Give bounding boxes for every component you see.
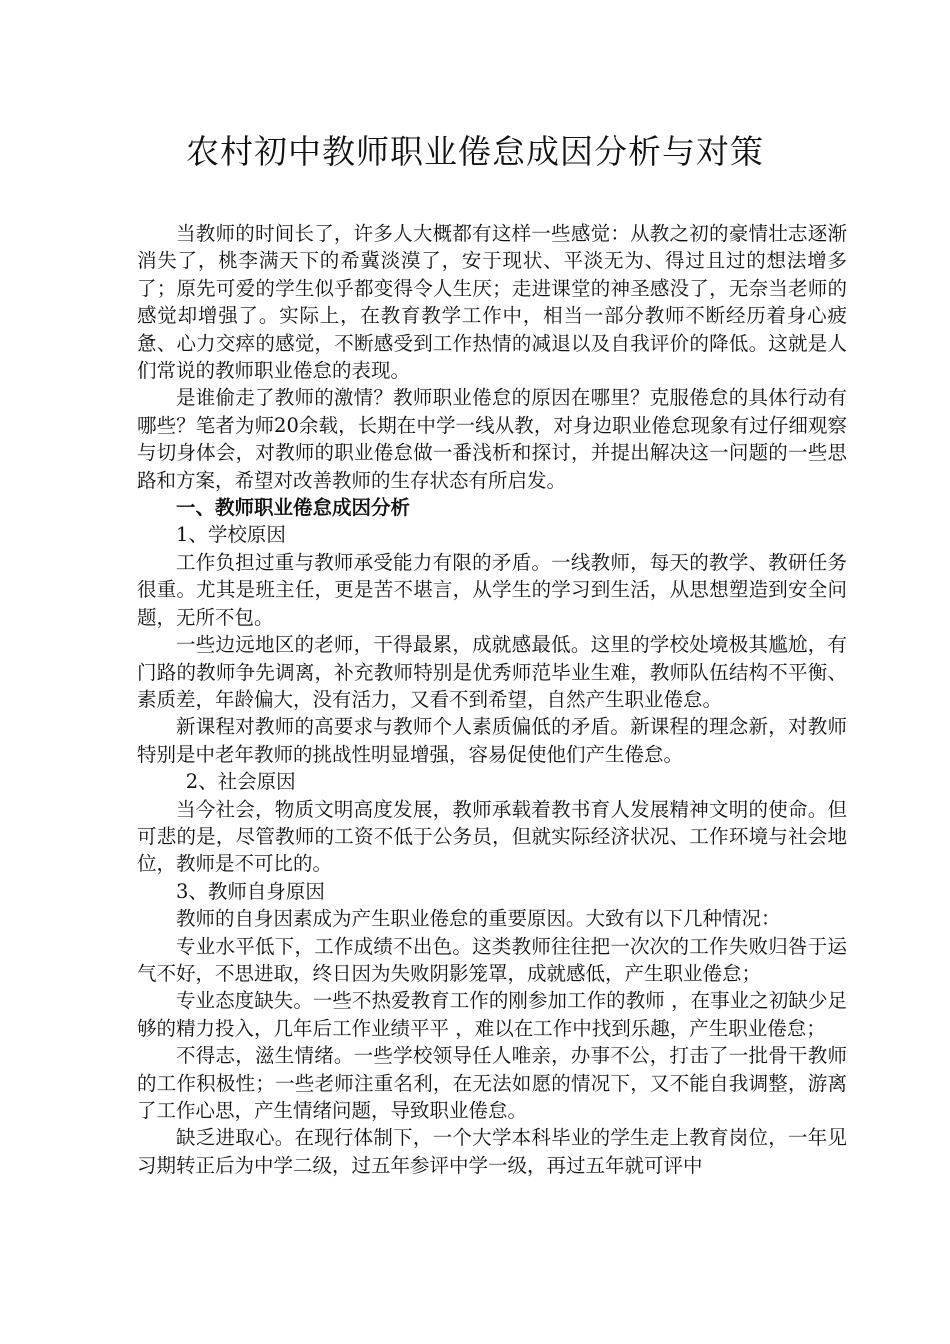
self-paragraph-3: 专业态度缺失。一些不热爱教育工作的刚参加工作的教师 ，在事业之初缺少足够的精力投入，几年后工作业绩平平 ，难以在工作中找到乐趣，产生职业倦怠； [137,989,847,1040]
document-body [137,220,847,1179]
section-heading: 一、教师职业倦怠成因分析 [176,496,411,520]
subsection-heading-school: 1、学校原因 [176,523,286,547]
school-paragraph-2: 一些边远地区的老师，干得最累，成就感最低。这里的学校处境极其尴尬，有门路的教师争先调离，补充教师特别是优秀师范毕业生难，教师队伍结构不平衡、素质差，年龄偏大，没有活力，又看不到希望，自然产生职业倦怠。 [137,633,847,711]
self-paragraph-4: 不得志，滋生情绪。一些学校领导任人唯亲，办事不公，打击了一批骨干教师的工作积极性；一些老师注重名利，在无法如愿的情况下，又不能自我调整，游离了工作心思，产生情绪问题，导致职业倦怠。 [137,1044,847,1122]
intro-paragraph-1: 当教师的时间长了，许多人大概都有这样一些感觉：从教之初的豪情壮志逐渐消失了，桃李满天下的希冀淡漠了，安于现状、平淡无为、得过且过的想法增多了；原先可爱的学生似乎都变得令人生厌；走进课堂的神圣感没了，无奈当老师的感觉却增强了。实际上，在教育教学工作中，相当一部分教师不断经历着身心疲惫、心力交瘁的感觉，不断感受到工作热情的减退以及自我评价的降低。这就是人们常说的教师职业倦怠的表现。 [137,222,847,383]
document-title: 农村初中教师职业倦怠成因分析与对策 [186,132,764,171]
school-paragraph-3: 新课程对教师的高要求与教师个人素质偏低的矛盾。新课程的理念新，对教师特别是中老年教师的挑战性明显增强，容易促使他们产生倦怠。 [137,715,847,766]
subsection-heading-society: 2、社会原因 [185,770,296,794]
self-paragraph-2: 专业水平低下，工作成绩不出色。这类教师往往把一次次的工作失败归咎于运气不好，不思进取，终日因为失败阴影笼罩，成就感低，产生职业倦怠； [137,934,847,985]
intro-paragraph-2: 是谁偷走了教师的激情？教师职业倦怠的原因在哪里？克服倦怠的具体行动有哪些？笔者为师20余载，长期在中学一线从教，对身边职业倦怠现象有过仔细观察与切身体会，对教师的职业倦怠做一番浅析和探讨，并提出解决这一问题的一些思路和方案，希望对改善教师的生存状态有所启发。 [137,386,847,492]
self-paragraph-5: 缺乏进取心。在现行体制下，一个大学本科毕业的学生走上教育岗位，一年见习期转正后为中学二级，过五年参评中学一级，再过五年就可评中 [137,1126,847,1177]
self-paragraph-1: 教师的自身因素成为产生职业倦怠的重要原因。大致有以下几种情况： [176,907,781,931]
society-paragraph-1: 当今社会，物质文明高度发展，教师承载着教书育人发展精神文明的使命。但可悲的是，尽管教师的工资不低于公务员，但就实际经济状况、工作环境与社会地位，教师是不可比的。 [137,797,847,876]
subsection-heading-self: 3、教师自身原因 [176,879,325,903]
school-paragraph-1: 工作负担过重与教师承受能力有限的矛盾。一线教师，每天的教学、教研任务很重。尤其是班主任，更是苦不堪言，从学生的学习到生活，从思想塑造到安全问题，无所不包。 [137,550,847,629]
